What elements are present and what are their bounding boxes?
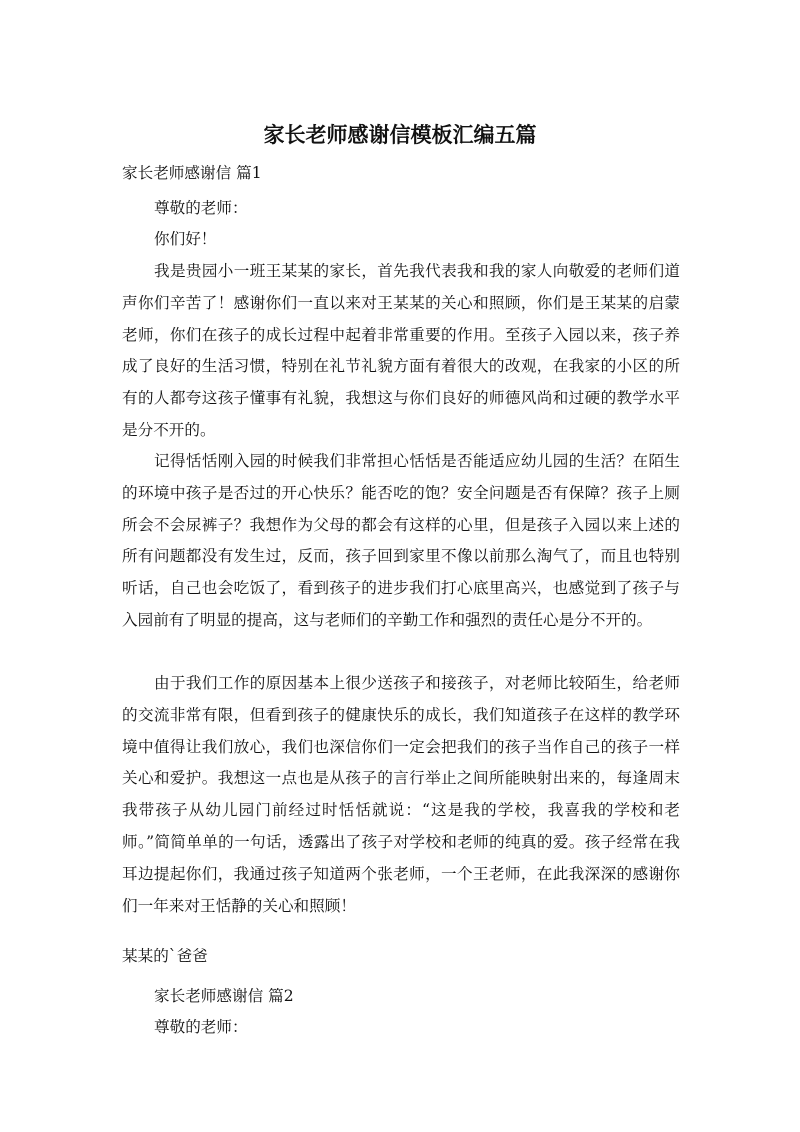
letter-1-paragraph-3: 由于我们工作的原因基本上很少送孩子和接孩子，对老师比较陌生，给老师的交流非常有限，但看到孩子的健康快乐的成长，我们知道孩子在这样的教学环境中值得让我们放心，我们也深信你们一定会把我们的孩子当作自己的孩子一样关心和爱护。我想这一点也是从孩子的言行举止之间所能映射出来的，每逢周末我带孩子从幼儿园门前经过时恬恬就说：“这是我的学校，我喜我的学校和老师。”简简单单的一句话，透露出了孩子对学校和老师的纯真的爱。孩子经常在我耳边提起你们，我通过孩子知道两个张老师，一个王老师，在此我深深的感谢你们一年来对王恬静的关心和照顾！: [122, 674, 680, 915]
letter-1-greeting: 你们好！: [154, 230, 217, 248]
letter-1-paragraph-2: 记得恬恬刚入园的时候我们非常担心恬恬是否能适应幼儿园的生活？在陌生的环境中孩子是否过的开心快乐？能否吃的饱？安全问题是否有保障？孩子上厕所会不会尿裤子？我想作为父母的都会有这样的心里，但是孩子入园以来上述的所有问题都没有发生过，反而，孩子回到家里不像以前那么淘气了，而且也特别听话，自己也会吃饭了，看到孩子的进步我们打心底里高兴，也感觉到了孩子与入园前有了明显的提高，这与老师们的辛勤工作和强烈的责任心是分不开的。: [122, 452, 680, 629]
letter-1-signature: 某某的`爸爸: [122, 947, 208, 965]
letter-2-heading: 家长老师感谢信 篇2: [154, 987, 294, 1005]
letter-1-salutation: 尊敬的老师：: [154, 199, 248, 217]
letter-1-heading: 家长老师感谢信 篇1: [122, 164, 262, 182]
letter-2-salutation: 尊敬的老师：: [154, 1018, 248, 1036]
document-title: 家长老师感谢信模板汇编五篇: [263, 123, 537, 147]
letter-1-paragraph-1: 我是贵园小一班王某某的家长，首先我代表我和我的家人向敬爱的老师们道声你们辛苦了！感谢你们一直以来对王某某的关心和照顾，你们是王某某的启蒙老师，你们在孩子的成长过程中起着非常重要的作用。至孩子入园以来，孩子养成了良好的生活习惯，特别在礼节礼貌方面有着很大的改观，在我家的小区的所有的人都夸这孩子懂事有礼貌，我想这与你们良好的师德风尚和过硬的教学水平是分不开的。: [122, 262, 680, 439]
